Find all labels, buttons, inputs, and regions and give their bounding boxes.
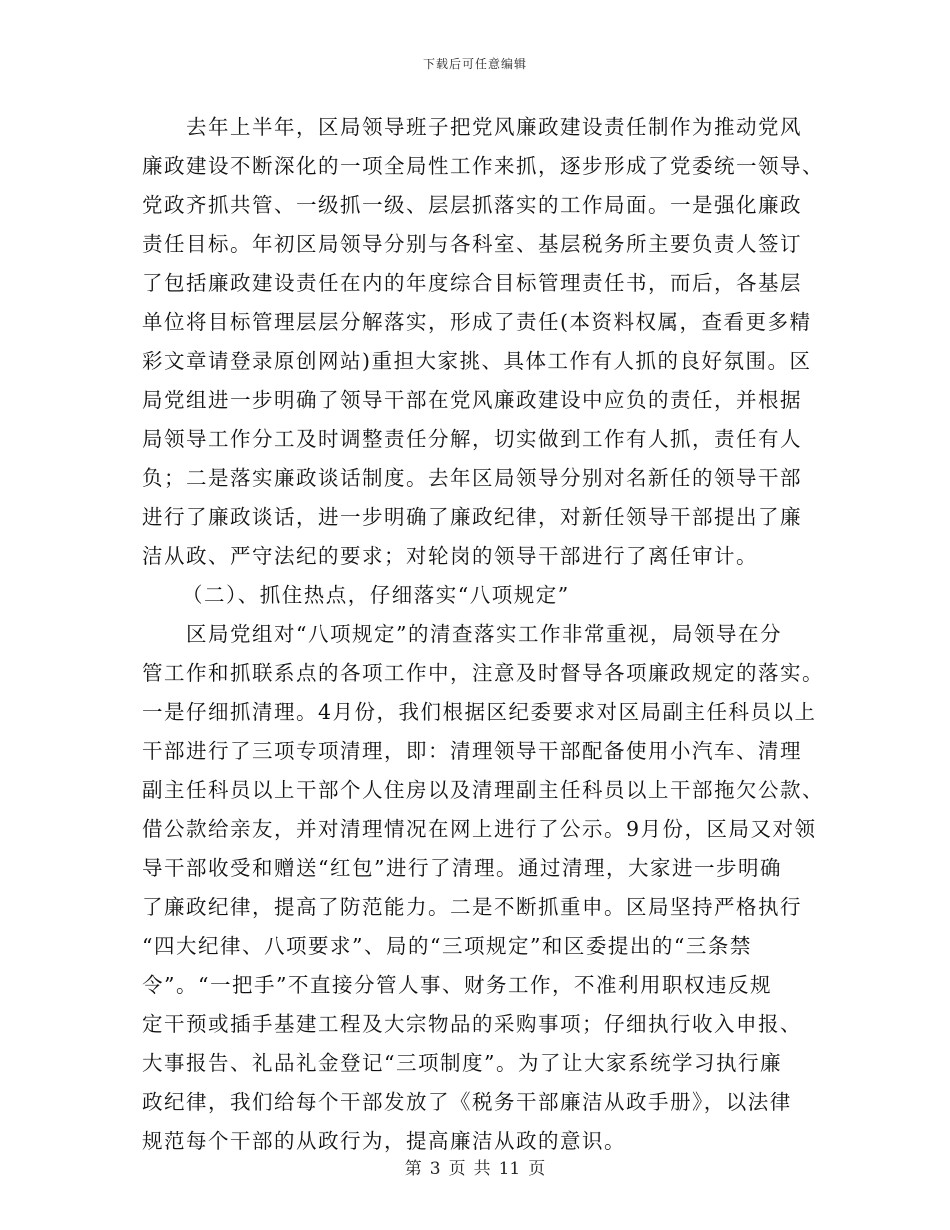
footer-total-word: 共 [473, 1159, 491, 1179]
text-line: 导干部收受和赠送“红包”进行了清理。通过清理，大家进一步明确 [142, 856, 782, 880]
text-line: 彩文章请登录原创网站)重担大家挑、具体工作有人抓的良好氛围。区 [142, 349, 812, 373]
text-line: 党政齐抓共管、一级抓一级、层层抓落实的工作局面。一是强化廉政 [142, 193, 802, 217]
footer-suffix: 页 [528, 1159, 546, 1179]
section-heading: （二）、抓住热点，仔细落实“八项规定” [182, 583, 570, 607]
text-line: 了廉政纪律，提高了防范能力。二是不断抓重申。区局坚持严格执行 [142, 895, 802, 919]
paragraph-2 [142, 615, 822, 1161]
text-line: 洁从政、严守法纪的要求；对轮岗的领导干部进行了离任审计。 [142, 544, 758, 568]
text-line: 令”。“一把手”不直接分管人事、财务工作，不准利用职权违反规 [142, 973, 772, 997]
text-line: 副主任科员以上干部个人住房以及清理副主任科员以上干部拖欠公款、 [142, 778, 824, 802]
text-line: 管工作和抓联系点的各项工作中，注意及时督导各项廉政规定的落实。 [142, 661, 824, 685]
header-note: 下载后可任意编辑 [422, 57, 527, 71]
text-line: 政纪律，我们给每个干部发放了《税务干部廉洁从政手册》，以法律 [142, 1090, 792, 1114]
text-line: 规范每个干部的从政行为，提高廉洁从政的意识。 [142, 1129, 626, 1153]
paragraph-1 [142, 108, 822, 576]
text-line: 区局党组对“八项规定”的清查落实工作非常重视，局领导在分 [186, 622, 782, 646]
page-footer [0, 1154, 950, 1179]
text-line: 廉政建设不断深化的一项全局性工作来抓，逐步形成了党委统一领导、 [142, 154, 824, 178]
text-line: 借公款给亲友，并对清理情况在网上进行了公示。9月份，区局又对领 [142, 817, 817, 841]
text-line: 单位将目标管理层层分解落实，形成了责任(本资料权属，查看更多精 [142, 310, 812, 334]
footer-prefix: 第 [404, 1159, 422, 1179]
page-number: 3 [429, 1159, 441, 1179]
text-line: 负；二是落实廉政谈话制度。去年区局领导分别对名新任的领导干部 [142, 466, 802, 490]
footer-page-word: 页 [448, 1159, 466, 1179]
text-line: 责任目标。年初区局领导分别与各科室、基层税务所主要负责人签订 [142, 232, 802, 256]
text-line: 局党组进一步明确了领导干部在党风廉政建设中应负的责任，并根据 [142, 388, 802, 412]
text-line: 一是仔细抓清理。4月份，我们根据区纪委要求对区局副主任科员以上 [142, 700, 817, 724]
text-line: 局领导工作分工及时调整责任分解，切实做到工作有人抓，责任有人 [142, 427, 802, 451]
text-line: 去年上半年，区局领导班子把党风廉政建设责任制作为推动党风 [186, 115, 802, 139]
total-pages: 11 [498, 1159, 521, 1179]
text-line: 定干预或插手基建工程及大宗物品的采购事项；仔细执行收入申报、 [142, 1012, 802, 1036]
text-line: “四大纪律、八项要求”、局的“三项规定”和区委提出的“三条禁 [142, 934, 752, 958]
body-content [142, 108, 822, 1161]
text-line: 大事报告、礼品礼金登记“三项制度”。为了让大家系统学习执行廉 [142, 1051, 782, 1075]
text-line: 了包括廉政建设责任在内的年度综合目标管理责任书，而后，各基层 [142, 271, 802, 295]
text-line: 干部进行了三项专项清理，即：清理领导干部配备使用小汽车、清理 [142, 739, 802, 763]
text-line: 进行了廉政谈话，进一步明确了廉政纪律，对新任领导干部提出了廉 [142, 505, 802, 529]
